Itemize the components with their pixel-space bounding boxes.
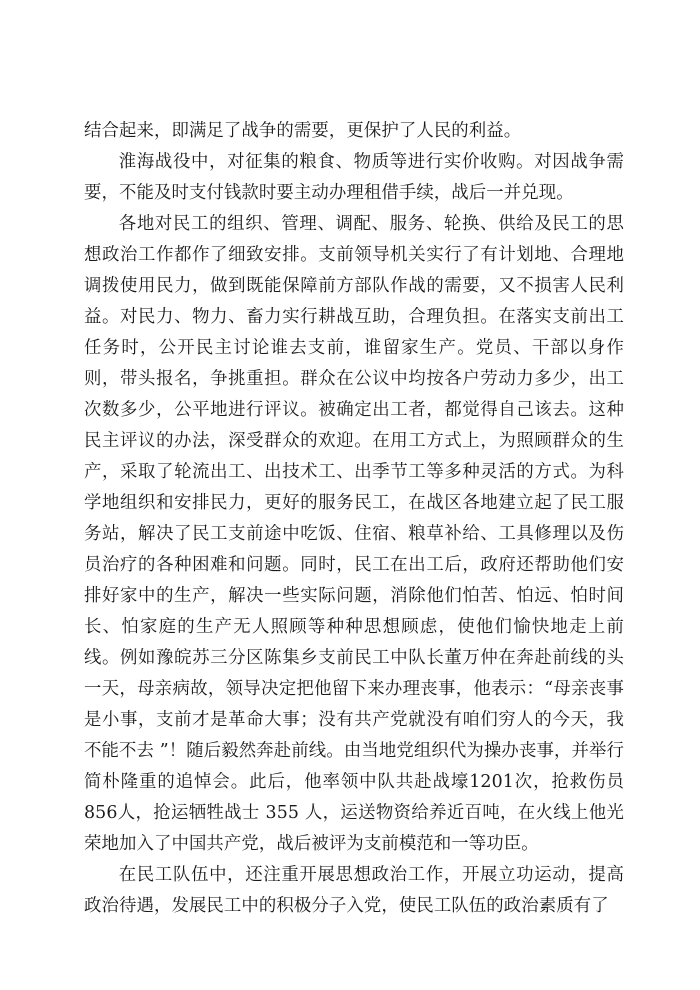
body-text xyxy=(84,116,624,922)
paragraph-political-work: 在民工队伍中，还注重开展思想政治工作，开展立功运动，提高政治待遇，发展民工中的积极分子入党，使民工队伍的政治素质有了 xyxy=(84,865,624,916)
paragraph-huaihai-purchase: 淮海战役中，对征集的粮食、物质等进行实价收购。对因战争需要，不能及时支付钱款时要主动办理租借手续，战后一并兑现。 xyxy=(84,152,624,203)
paragraph-continuation: 结合起来，即满足了战争的需要，更保护了人民的利益。 xyxy=(84,121,522,141)
paragraph-laborer-organization: 各地对民工的组织、管理、调配、服务、轮换、供给及民工的思想政治工作都作了细致安排。支前领导机关实行了有计划地、合理地调拨使用民力，做到既能保障前方部队作战的需要，又不损害人民利益。对民力、物力、畜力实行耕战互助，合理负担。在落实支前出工任务时，公开民主讨论谁去支前，谁留家生产。党员、干部以身作则，带头报名，争挑重担。群众在公议中均按各户劳动力多少，出工次数多少，公平地进行评议。被确定出工者，都觉得自己该去。这种民主评议的办法，深受群众的欢迎。在用工方式上，为照顾群众的生产，采取了轮流出工、出技术工、出季节工等多种灵活的方式。为科学地组织和安排民力，更好的服务民工，在战区各地建立起了民工服务站，解决了民工支前途中吃饭、住宿、粮草补给、工具修理以及伤员治疗的各种困难和问题。同时，民工在出工后，政府还帮助他们安排好家中的生产，解决一些实际问题，消除他们怕苦、怕远、怕时间长、怕家庭的生产无人照顾等种种思想顾虑，使他们愉快地走上前线。例如豫皖苏三分区陈集乡支前民工中队长董万仲在奔赴前线的头一天，母亲病故，领导决定把他留下来办理丧事，他表示：“母亲丧事是小事，支前才是革命大事；没有共产党就没有咱们穷人的今天，我不能不去 ”！随后毅然奔赴前线。由当地党组织代为操办丧事，并举行简朴隆重的追悼会。此后，他率领中队共赴战壕1201次，抢救伤员 856人，抢运牺牲战士 355 人，运送物资给养近百吨，在火线上他光荣地加入了中国共产党，战后被评为支前模范和一等功臣。 xyxy=(84,214,624,854)
